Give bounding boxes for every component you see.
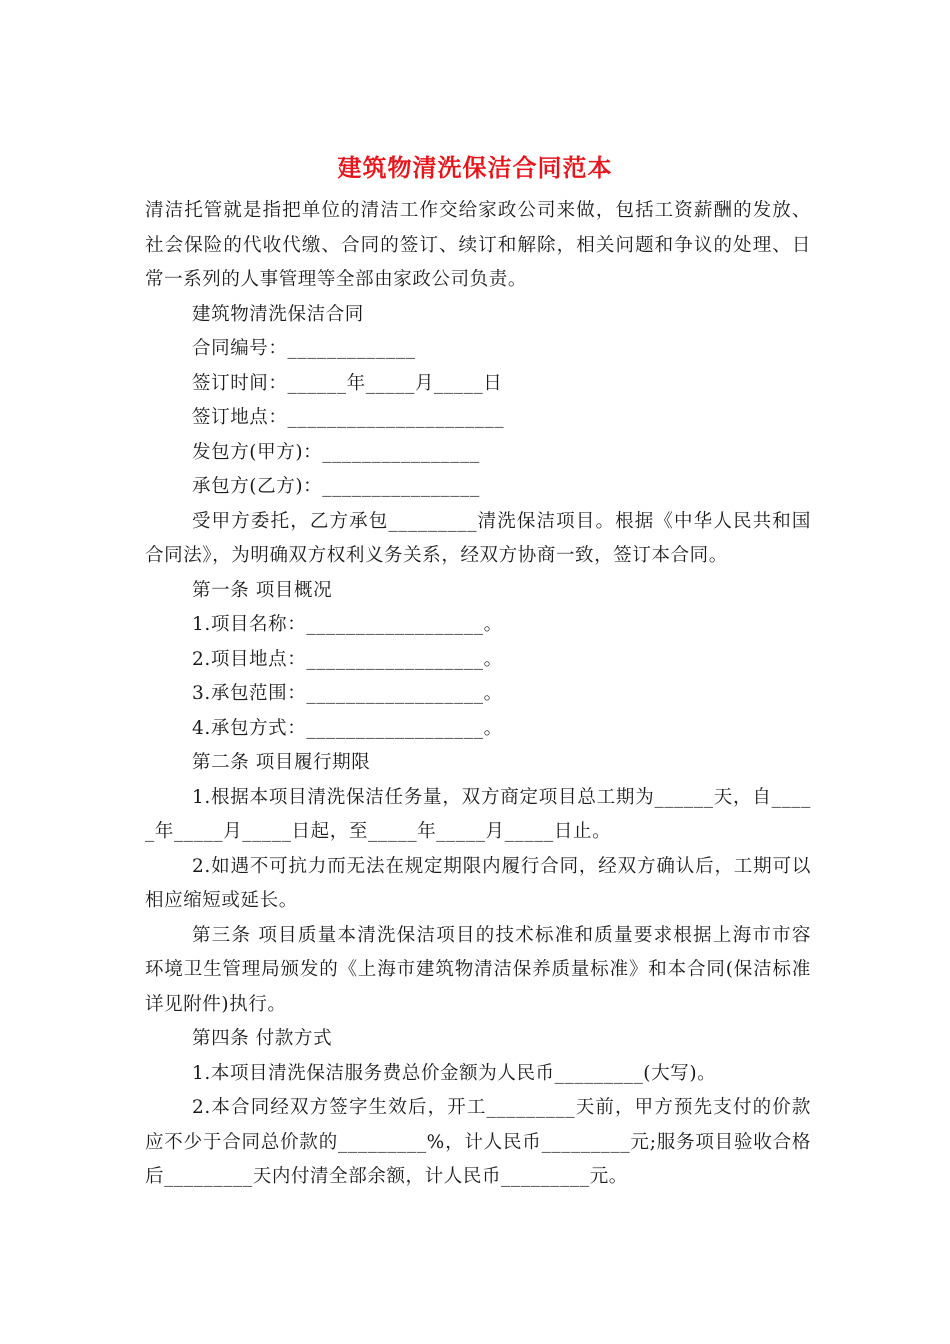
article4-item2-line: 2.本合同经双方签字生效后，开工_________天前，甲方预先支付的价款	[192, 1097, 811, 1118]
article3-line: 详见附件)执行。	[145, 993, 287, 1015]
article1-item: 2.项目地点：__________________。	[192, 648, 503, 670]
intro-line: 常一系列的人事管理等全部由家政公司负责。	[145, 269, 528, 290]
contract-heading: 建筑物清洗保洁合同	[192, 303, 364, 325]
document-title: 建筑物清洗保洁合同范本	[337, 153, 613, 182]
field-sign-place: 签订地点：______________________	[192, 407, 505, 428]
field-contract-no: 合同编号：_____________	[192, 338, 416, 359]
article4-item2-line: 应不少于合同总价款的_________%，计人民币_________元;服务项目验收合格	[145, 1131, 811, 1153]
field-party-a: 发包方(甲方)：________________	[192, 441, 480, 463]
document-body	[145, 194, 811, 1195]
article3-line: 第三条 项目质量本清洗保洁项目的技术标准和质量要求根据上海市市容	[192, 924, 811, 946]
article2-heading: 第二条 项目履行期限	[192, 752, 371, 773]
article1-heading: 第一条 项目概况	[192, 579, 333, 601]
article1-item: 1.项目名称：__________________。	[192, 614, 503, 635]
preamble-line: 合同法》，为明确双方权利义务关系，经双方协商一致，签订本合同。	[145, 545, 728, 566]
article2-item1-line: 1.根据本项目清洗保洁任务量，双方商定项目总工期为______天，自____	[192, 786, 811, 808]
field-party-b: 承包方(乙方)：________________	[192, 476, 480, 497]
article3-line: 环境卫生管理局颁发的《上海市建筑物清洁保养质量标准》和本合同(保洁标准	[145, 959, 811, 980]
intro-line: 清洁托管就是指把单位的清洁工作交给家政公司来做，包括工资薪酬的发放、	[145, 200, 811, 221]
article2-item2-line: 2.如遇不可抗力而无法在规定期限内履行合同，经双方确认后，工期可以	[192, 855, 811, 877]
article2-item1-line: _年_____月_____日起，至_____年_____月_____日止。	[145, 821, 612, 842]
article4-heading: 第四条 付款方式	[192, 1028, 333, 1049]
field-sign-date: 签订时间：______年_____月_____日	[192, 372, 503, 394]
preamble-line: 受甲方委托，乙方承包_________清洗保洁项目。根据《中华人民共和国	[192, 510, 811, 532]
article1-item: 4.承包方式：__________________。	[192, 717, 503, 739]
article4-item2-line: 后_________天内付清全部余额，计人民币_________元。	[145, 1166, 628, 1187]
article1-item: 3.承包范围：__________________。	[192, 683, 503, 704]
article4-item1: 1.本项目清洗保洁服务费总价金额为人民币_________(大写)。	[192, 1062, 717, 1084]
article2-item2-line: 相应缩短或延长。	[145, 890, 298, 911]
intro-line: 社会保险的代收代缴、合同的签订、续订和解除，相关问题和争议的处理、日	[145, 234, 811, 256]
